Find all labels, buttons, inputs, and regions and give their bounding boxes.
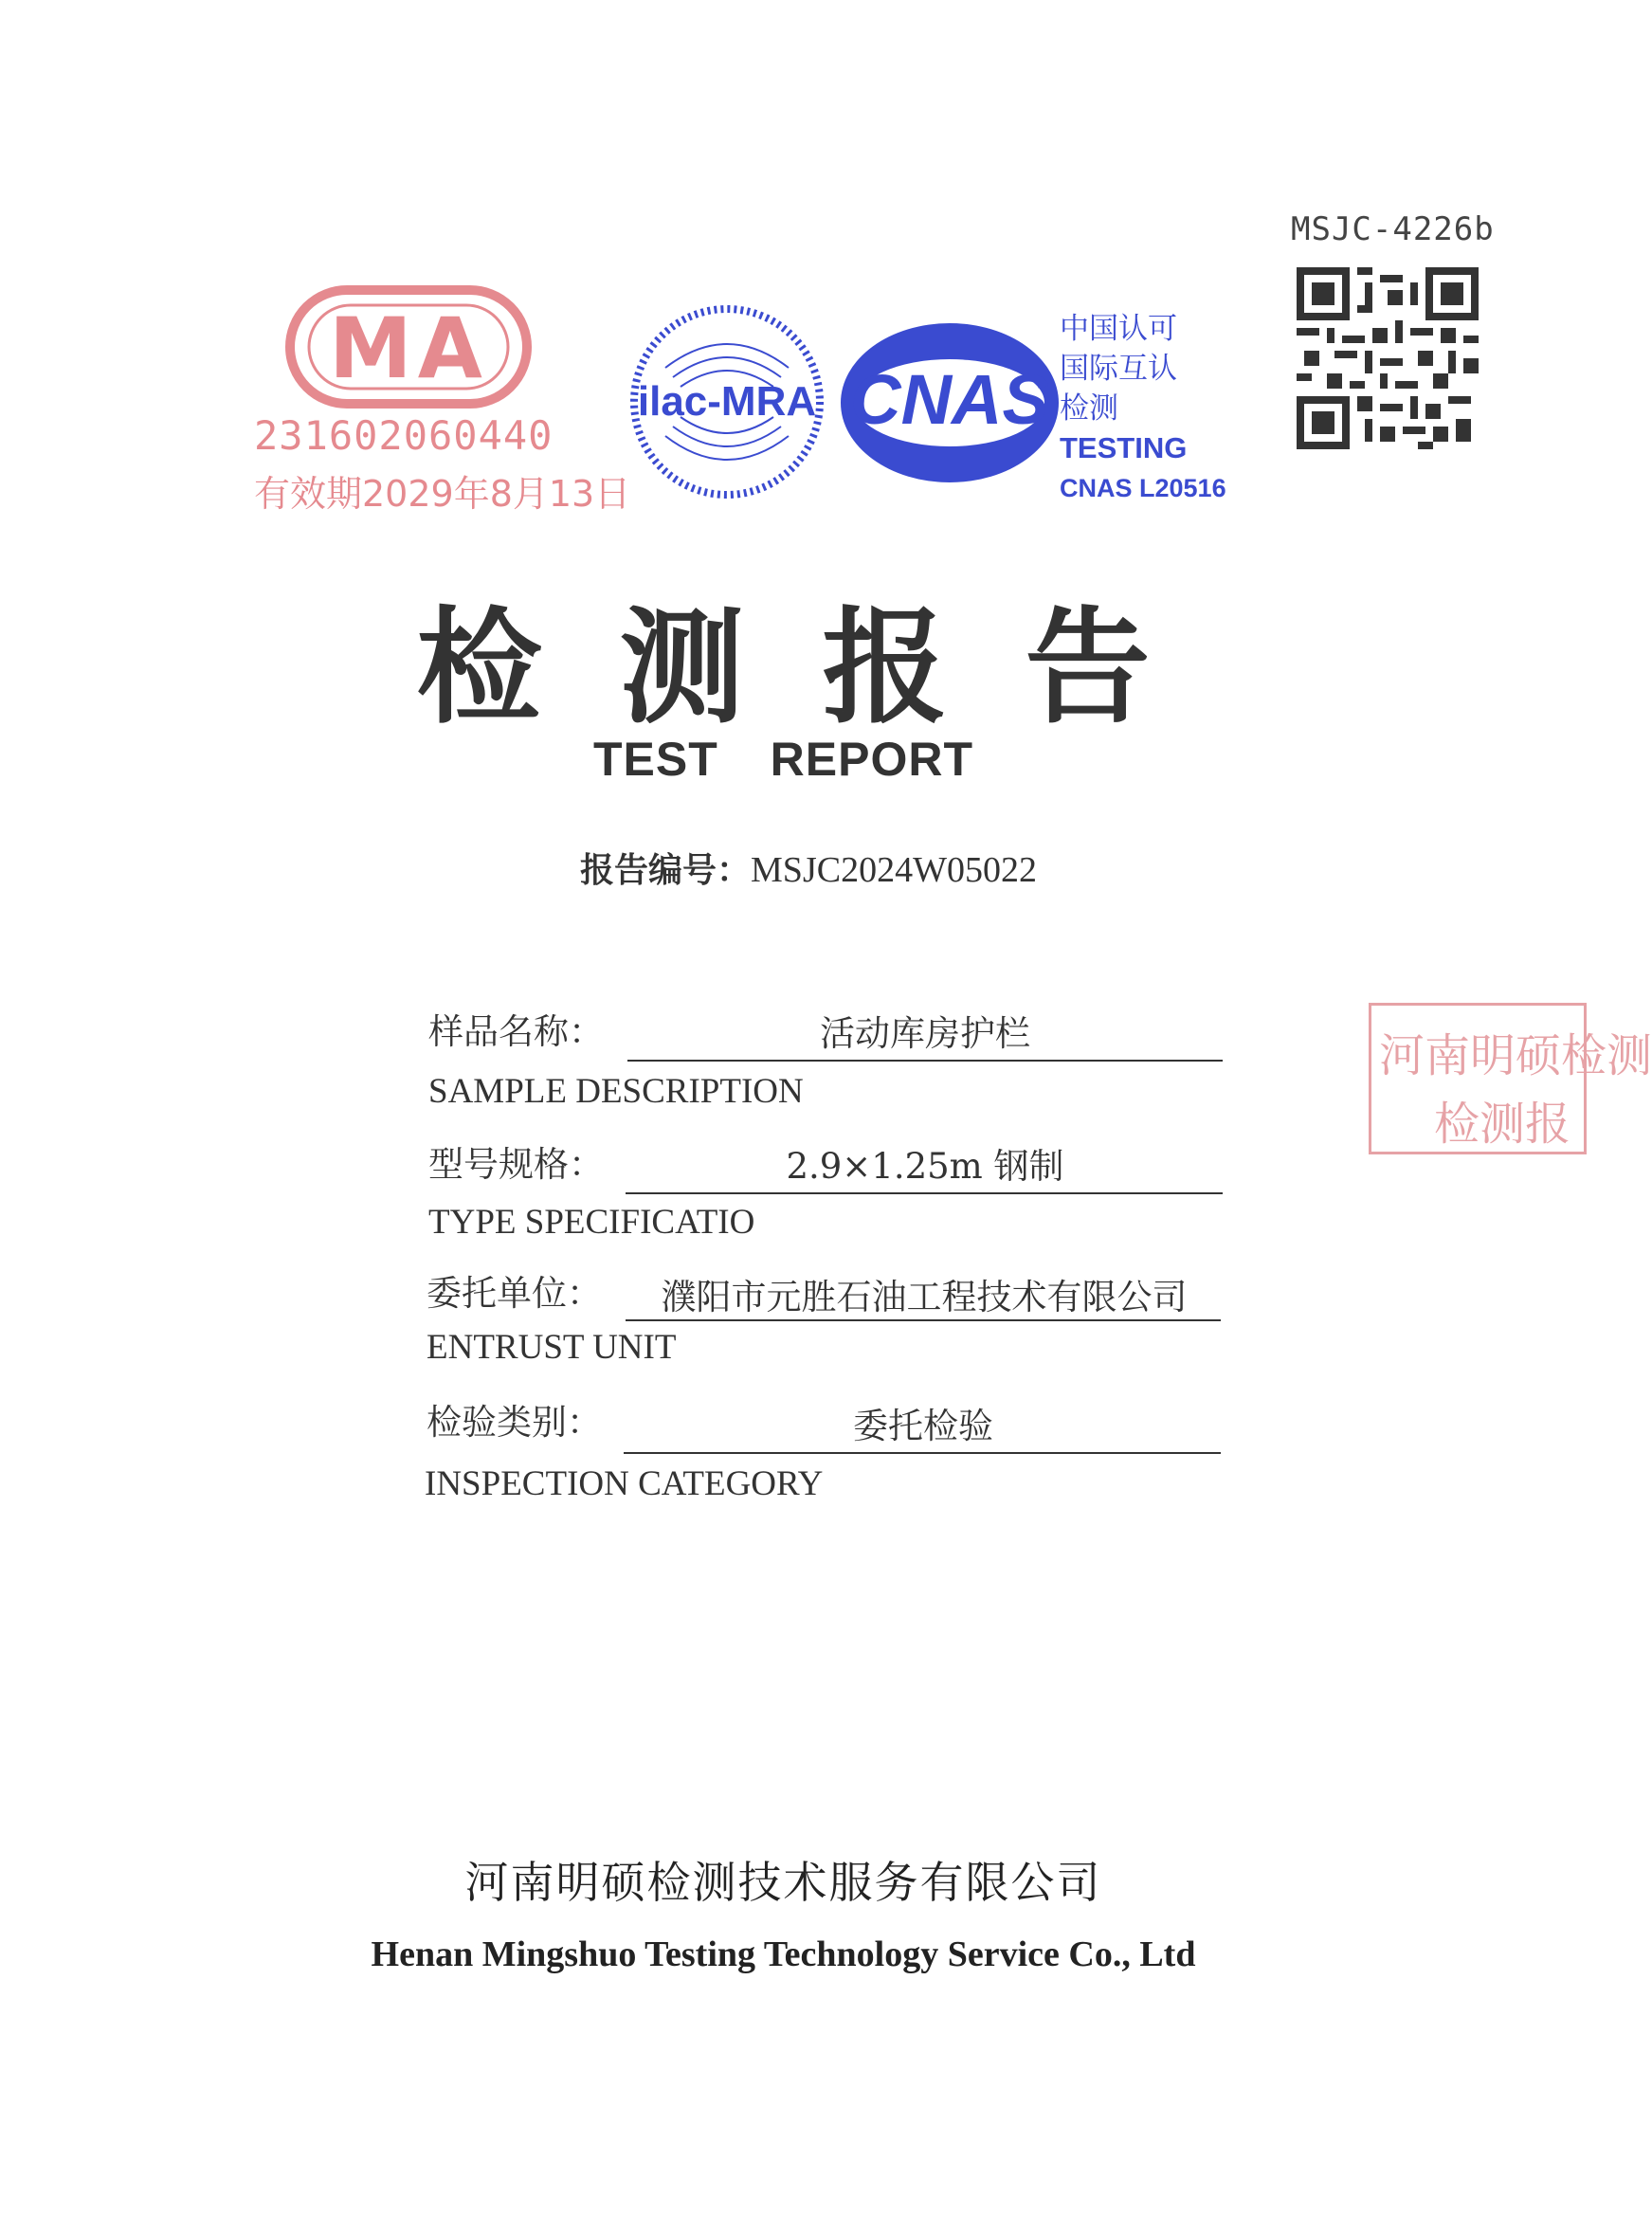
inspection-category-label: 检验类别： — [427, 1402, 602, 1443]
cma-logo-text: MA — [329, 300, 488, 397]
ilac-text: ilac-MRA — [637, 378, 817, 425]
cma-registration-number: 231602060440 — [254, 412, 554, 459]
side-stamp-line-2: 检测报 — [1434, 1098, 1571, 1151]
type-spec-underline — [626, 1192, 1223, 1194]
report-number-value: MSJC2024W05022 — [751, 850, 1037, 890]
ilac-mra-logo-icon — [627, 301, 826, 502]
inspection-category-en-label: INSPECTION CATEGORY — [425, 1464, 824, 1503]
inspection-category-underline — [624, 1452, 1221, 1454]
report-number-label: 报告编号： — [580, 851, 752, 890]
sample-name-value: 活动库房护栏 — [820, 1013, 1030, 1054]
type-specification-label: TYPE SPECIFICATIO — [428, 1203, 755, 1242]
cnas-testing: TESTING — [1060, 431, 1188, 464]
sample-name-underline — [627, 1060, 1223, 1062]
sample-name-label: 样品名称： — [428, 1011, 604, 1052]
title-chinese: 检测报告 — [416, 594, 1228, 741]
cnas-logo-icon — [834, 318, 1066, 488]
entrust-unit-en-label: ENTRUST UNIT — [427, 1328, 677, 1367]
report-number — [580, 844, 1037, 892]
side-seal-stamp — [1369, 1003, 1652, 1154]
title-english: TEST REPORT — [592, 733, 974, 786]
cnas-number: CNAS L20516 — [1060, 474, 1226, 502]
company-name-chinese: 河南明硕检测技术服务有限公司 — [464, 1857, 1102, 1908]
cnas-line-1: 中国认可 — [1060, 312, 1177, 346]
type-spec-value: 2.9×1.25m 钢制 — [786, 1146, 1064, 1187]
cnas-text: CNAS — [850, 360, 1049, 439]
inspection-category-value: 委托检验 — [853, 1406, 993, 1446]
cnas-line-2: 国际互认 — [1060, 352, 1177, 386]
cma-validity: 有效期2029年8月13日 — [254, 473, 631, 515]
document-code: MSJC-4226b — [1291, 210, 1495, 248]
qr-code-icon — [1297, 267, 1479, 449]
sample-description-label: SAMPLE DESCRIPTION — [428, 1072, 804, 1111]
entrust-unit-label: 委托单位： — [427, 1273, 602, 1314]
cnas-accreditation-text — [1060, 309, 1226, 508]
entrust-unit-underline — [626, 1319, 1221, 1321]
company-name-english: Henan Mingshuo Testing Technology Service Co., Ltd — [371, 1934, 1196, 1974]
type-spec-label: 型号规格： — [428, 1144, 604, 1185]
entrust-unit-value: 濮阳市元胜石油工程技术有限公司 — [661, 1277, 1188, 1317]
side-stamp-line-1: 河南明硕检测 — [1379, 1029, 1652, 1082]
cnas-line-3: 检测 — [1060, 391, 1118, 426]
